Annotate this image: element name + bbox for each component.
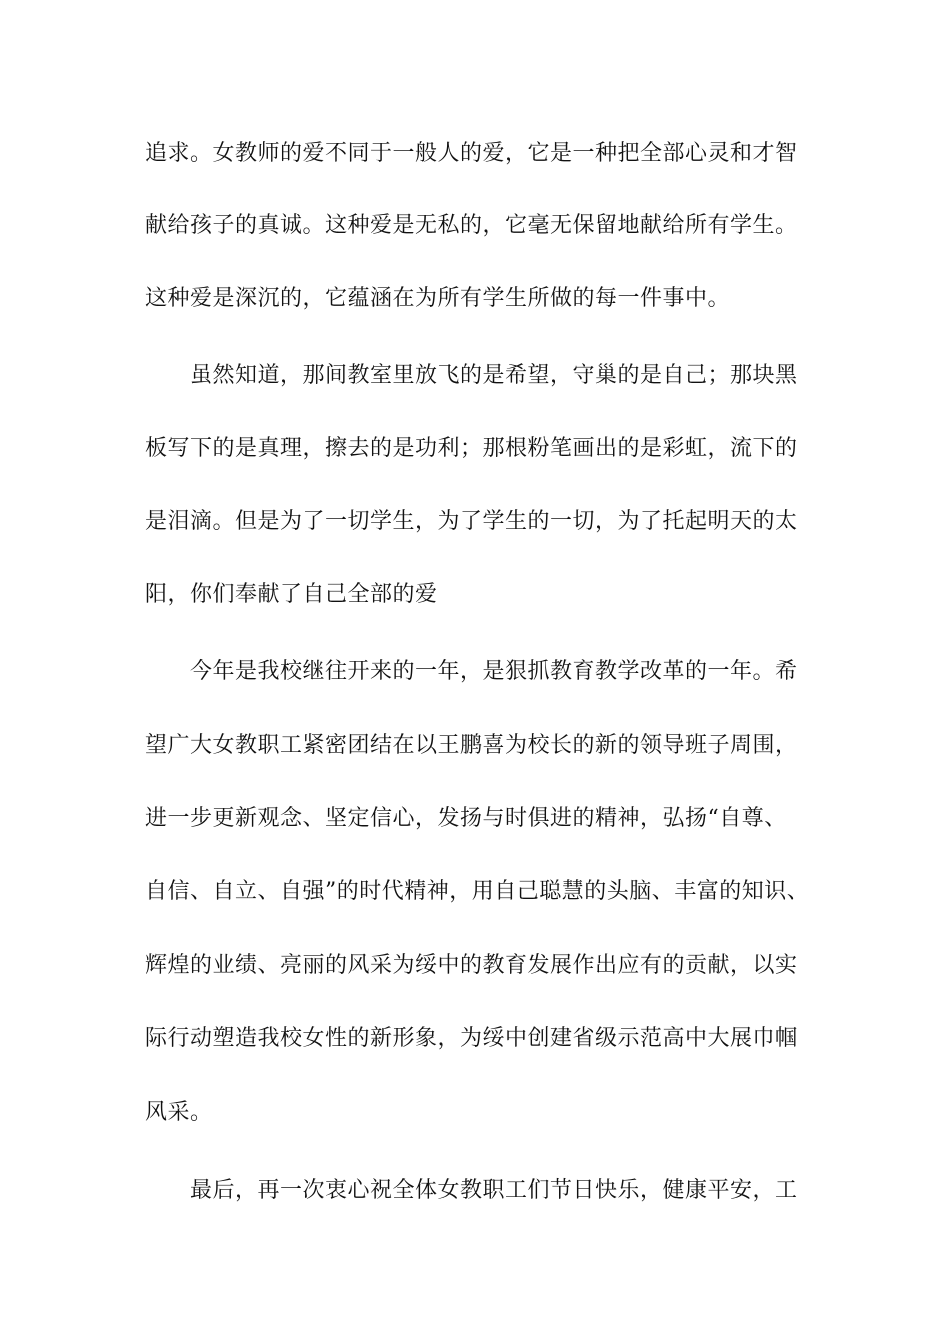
- text-line-11: 自信、自立、自强”的时代精神，用自己聪慧的头脑、丰富的知识、: [145, 879, 810, 904]
- text-line-5: 板写下的是真理，擦去的是功利；那根粉笔画出的是彩虹，流下的: [145, 436, 798, 461]
- text-line-14: 风采。: [145, 1100, 213, 1125]
- text-line-1: 追求。女教师的爱不同于一般人的爱，它是一种把全部心灵和才智: [145, 141, 798, 166]
- text-line-6: 是泪滴。但是为了一切学生，为了学生的一切，为了托起明天的太: [145, 509, 798, 534]
- text-line-10: 进一步更新观念、坚定信心，发扬与时俱进的精神，弘扬“自尊、: [145, 806, 787, 831]
- text-line-7: 阳，你们奉献了自己全部的爱: [145, 582, 438, 607]
- text-line-2: 献给孩子的真诚。这种爱是无私的，它毫无保留地献给所有学生。: [145, 213, 798, 238]
- text-line-4: 虽然知道，那间教室里放飞的是希望，守巢的是自己；那块黑: [190, 363, 798, 388]
- text-line-13: 际行动塑造我校女性的新形象，为绥中创建省级示范高中大展巾帼: [145, 1026, 798, 1051]
- text-line-15: 最后，再一次衷心祝全体女教职工们节日快乐，健康平安，工: [190, 1178, 798, 1203]
- text-line-9: 望广大女教职工紧密团结在以王鹏喜为校长的新的领导班子周围，: [145, 733, 798, 758]
- text-line-8: 今年是我校继往开来的一年，是狠抓教育教学改革的一年。希: [190, 659, 798, 684]
- text-line-3: 这种爱是深沉的，它蕴涵在为所有学生所做的每一件事中。: [145, 286, 731, 311]
- text-line-12: 辉煌的业绩、亮丽的风采为绥中的教育发展作出应有的贡献，以实: [145, 953, 798, 978]
